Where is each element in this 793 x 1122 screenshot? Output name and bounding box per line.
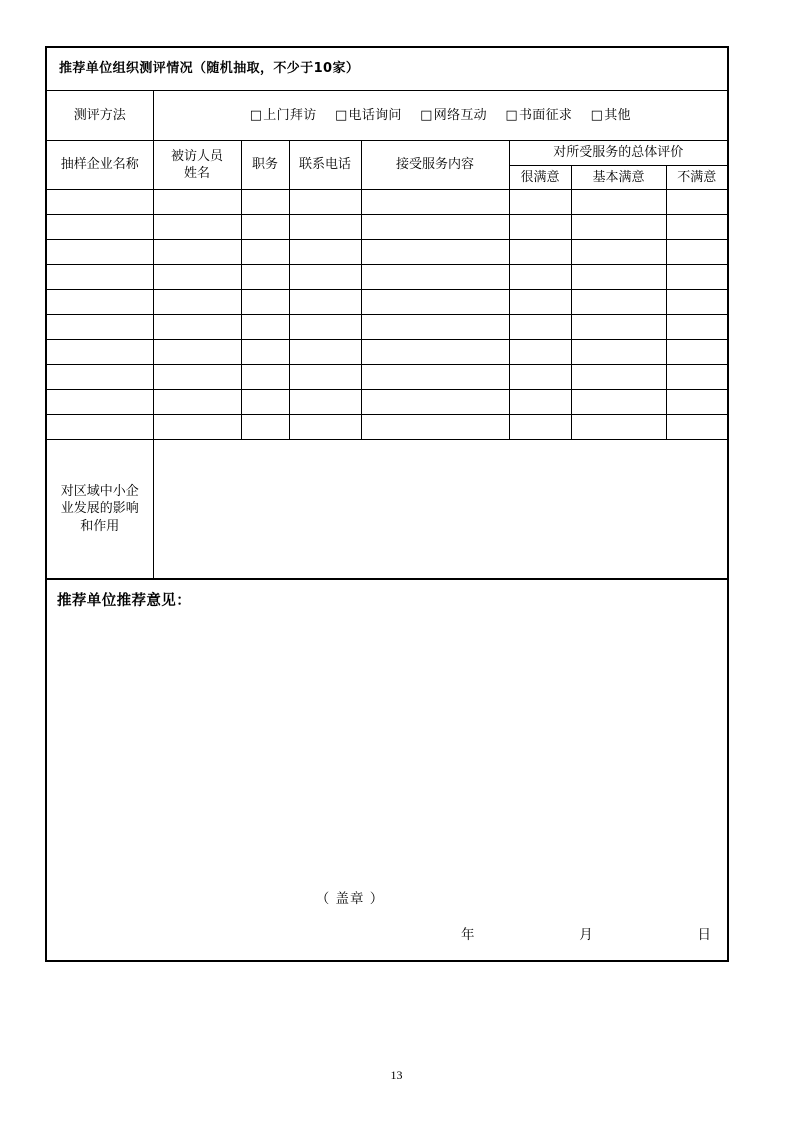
cell-service[interactable]	[361, 240, 509, 265]
date-month-label: 月	[579, 926, 593, 943]
checkbox-icon[interactable]: □	[334, 107, 348, 123]
cell-basically-satisfied[interactable]	[571, 265, 666, 290]
checkbox-option-label: 书面征求	[519, 107, 573, 123]
column-header-evaluation-group: 对所受服务的总体评价	[509, 141, 728, 166]
cell-basically-satisfied[interactable]	[571, 240, 666, 265]
cell-position[interactable]	[241, 315, 289, 340]
cell-phone[interactable]	[289, 190, 361, 215]
cell-not-satisfied[interactable]	[666, 340, 728, 365]
cell-position[interactable]	[241, 190, 289, 215]
cell-company[interactable]	[46, 315, 153, 340]
cell-position[interactable]	[241, 240, 289, 265]
cell-phone[interactable]	[289, 240, 361, 265]
table-data-rows	[46, 190, 728, 440]
cell-not-satisfied[interactable]	[666, 215, 728, 240]
cell-very-satisfied[interactable]	[509, 340, 571, 365]
cell-person[interactable]	[153, 415, 241, 440]
cell-not-satisfied[interactable]	[666, 265, 728, 290]
cell-person[interactable]	[153, 315, 241, 340]
cell-company[interactable]	[46, 290, 153, 315]
impact-label	[46, 440, 153, 580]
cell-company[interactable]	[46, 365, 153, 390]
cell-person[interactable]	[153, 240, 241, 265]
form-title-row	[46, 47, 728, 90]
checkbox-option-网络互动[interactable]	[420, 107, 487, 125]
cell-basically-satisfied[interactable]	[571, 415, 666, 440]
cell-person[interactable]	[153, 215, 241, 240]
cell-company[interactable]	[46, 415, 153, 440]
cell-phone[interactable]	[289, 365, 361, 390]
cell-service[interactable]	[361, 365, 509, 390]
cell-person[interactable]	[153, 190, 241, 215]
checkbox-icon[interactable]: □	[249, 107, 263, 123]
cell-very-satisfied[interactable]	[509, 390, 571, 415]
cell-service[interactable]	[361, 340, 509, 365]
cell-very-satisfied[interactable]	[509, 365, 571, 390]
column-header-person-line2: 姓名	[183, 166, 210, 182]
cell-phone[interactable]	[289, 390, 361, 415]
evaluation-method-label: 测评方法	[46, 90, 153, 141]
cell-basically-satisfied[interactable]	[571, 190, 666, 215]
impact-label-line1: 对区域中小企	[60, 483, 139, 499]
column-header-very-satisfied: 很满意	[509, 165, 571, 190]
seal-placeholder: （ 盖章 ）	[315, 890, 385, 907]
checkbox-icon[interactable]: □	[590, 107, 604, 123]
cell-service[interactable]	[361, 290, 509, 315]
evaluation-form-table	[45, 46, 729, 962]
cell-not-satisfied[interactable]	[666, 415, 728, 440]
recommendation-opinion-title: 推荐单位推荐意见：	[57, 593, 192, 610]
table-row	[46, 240, 728, 265]
evaluation-method-options	[153, 90, 728, 141]
table-row	[46, 215, 728, 240]
table-row	[46, 415, 728, 440]
cell-basically-satisfied[interactable]	[571, 390, 666, 415]
checkbox-icon[interactable]: □	[420, 107, 433, 123]
cell-very-satisfied[interactable]	[509, 315, 571, 340]
column-header-phone: 联系电话	[289, 141, 361, 190]
table-row	[46, 190, 728, 215]
column-header-position: 职务	[241, 141, 289, 190]
cell-not-satisfied[interactable]	[666, 390, 728, 415]
cell-not-satisfied[interactable]	[666, 240, 728, 265]
cell-person[interactable]	[153, 290, 241, 315]
table-row	[46, 340, 728, 365]
cell-phone[interactable]	[289, 290, 361, 315]
cell-company[interactable]	[46, 390, 153, 415]
cell-company[interactable]	[46, 190, 153, 215]
cell-person[interactable]	[153, 390, 241, 415]
checkbox-option-上门拜访[interactable]	[250, 107, 317, 125]
cell-phone[interactable]	[289, 340, 361, 365]
cell-basically-satisfied[interactable]	[571, 340, 666, 365]
date-day-label: 日	[697, 926, 712, 943]
cell-not-satisfied[interactable]	[666, 315, 728, 340]
table-header-row-1	[46, 141, 728, 166]
cell-person[interactable]	[153, 340, 241, 365]
cell-position[interactable]	[241, 340, 289, 365]
cell-very-satisfied[interactable]	[509, 215, 571, 240]
cell-basically-satisfied[interactable]	[571, 290, 666, 315]
cell-basically-satisfied[interactable]	[571, 315, 666, 340]
cell-company[interactable]	[46, 215, 153, 240]
table-row	[46, 390, 728, 415]
column-header-basically-satisfied: 基本满意	[571, 165, 666, 190]
cell-basically-satisfied[interactable]	[571, 215, 666, 240]
impact-label-line2: 业发展的影响	[60, 501, 139, 517]
cell-position[interactable]	[241, 215, 289, 240]
checkbox-option-书面征求[interactable]	[505, 107, 572, 125]
cell-service[interactable]	[361, 215, 509, 240]
cell-phone[interactable]	[289, 315, 361, 340]
cell-company[interactable]	[46, 240, 153, 265]
cell-phone[interactable]	[289, 215, 361, 240]
checkbox-option-label: 电话询问	[348, 107, 402, 123]
cell-service[interactable]	[361, 390, 509, 415]
column-header-person-line1: 被访人员	[170, 148, 223, 164]
cell-not-satisfied[interactable]	[666, 290, 728, 315]
column-header-service: 接受服务内容	[361, 141, 509, 190]
column-header-company: 抽样企业名称	[46, 141, 153, 190]
checkbox-option-label: 网络互动	[433, 107, 487, 123]
cell-service[interactable]	[361, 415, 509, 440]
cell-service[interactable]	[361, 190, 509, 215]
date-year-label: 年	[461, 926, 475, 943]
table-row	[46, 290, 728, 315]
cell-very-satisfied[interactable]	[509, 190, 571, 215]
cell-not-satisfied[interactable]	[666, 190, 728, 215]
table-row	[46, 265, 728, 290]
cell-phone[interactable]	[289, 415, 361, 440]
form-title: 推荐单位组织测评情况（随机抽取，不少于10家）	[46, 47, 728, 90]
cell-position[interactable]	[241, 390, 289, 415]
cell-person[interactable]	[153, 365, 241, 390]
evaluation-method-row	[46, 90, 728, 141]
cell-phone[interactable]	[289, 265, 361, 290]
table-row	[46, 315, 728, 340]
table-row	[46, 365, 728, 390]
cell-very-satisfied[interactable]	[509, 265, 571, 290]
checkbox-icon[interactable]: □	[505, 107, 518, 123]
cell-position[interactable]	[241, 290, 289, 315]
checkbox-option-其他[interactable]	[591, 107, 631, 125]
opinion-row	[46, 579, 728, 961]
cell-very-satisfied[interactable]	[509, 290, 571, 315]
column-header-person	[153, 141, 241, 190]
cell-service[interactable]	[361, 265, 509, 290]
cell-basically-satisfied[interactable]	[571, 365, 666, 390]
cell-service[interactable]	[361, 315, 509, 340]
impact-row	[46, 440, 728, 580]
cell-not-satisfied[interactable]	[666, 365, 728, 390]
cell-very-satisfied[interactable]	[509, 415, 571, 440]
cell-very-satisfied[interactable]	[509, 240, 571, 265]
impact-label-line3: 和作用	[80, 518, 120, 534]
checkbox-option-label: 上门拜访	[263, 107, 317, 123]
cell-company[interactable]	[46, 265, 153, 290]
cell-company[interactable]	[46, 340, 153, 365]
recommendation-opinion-area[interactable]	[46, 579, 728, 961]
cell-position[interactable]	[241, 265, 289, 290]
column-header-not-satisfied: 不满意	[666, 165, 728, 190]
checkbox-option-label: 其他	[604, 107, 631, 123]
impact-input-area[interactable]	[153, 440, 728, 580]
cell-position[interactable]	[241, 365, 289, 390]
cell-person[interactable]	[153, 265, 241, 290]
date-line	[461, 926, 711, 944]
page-number: 13	[390, 1068, 403, 1082]
checkbox-option-电话询问[interactable]	[335, 107, 402, 125]
cell-position[interactable]	[241, 415, 289, 440]
